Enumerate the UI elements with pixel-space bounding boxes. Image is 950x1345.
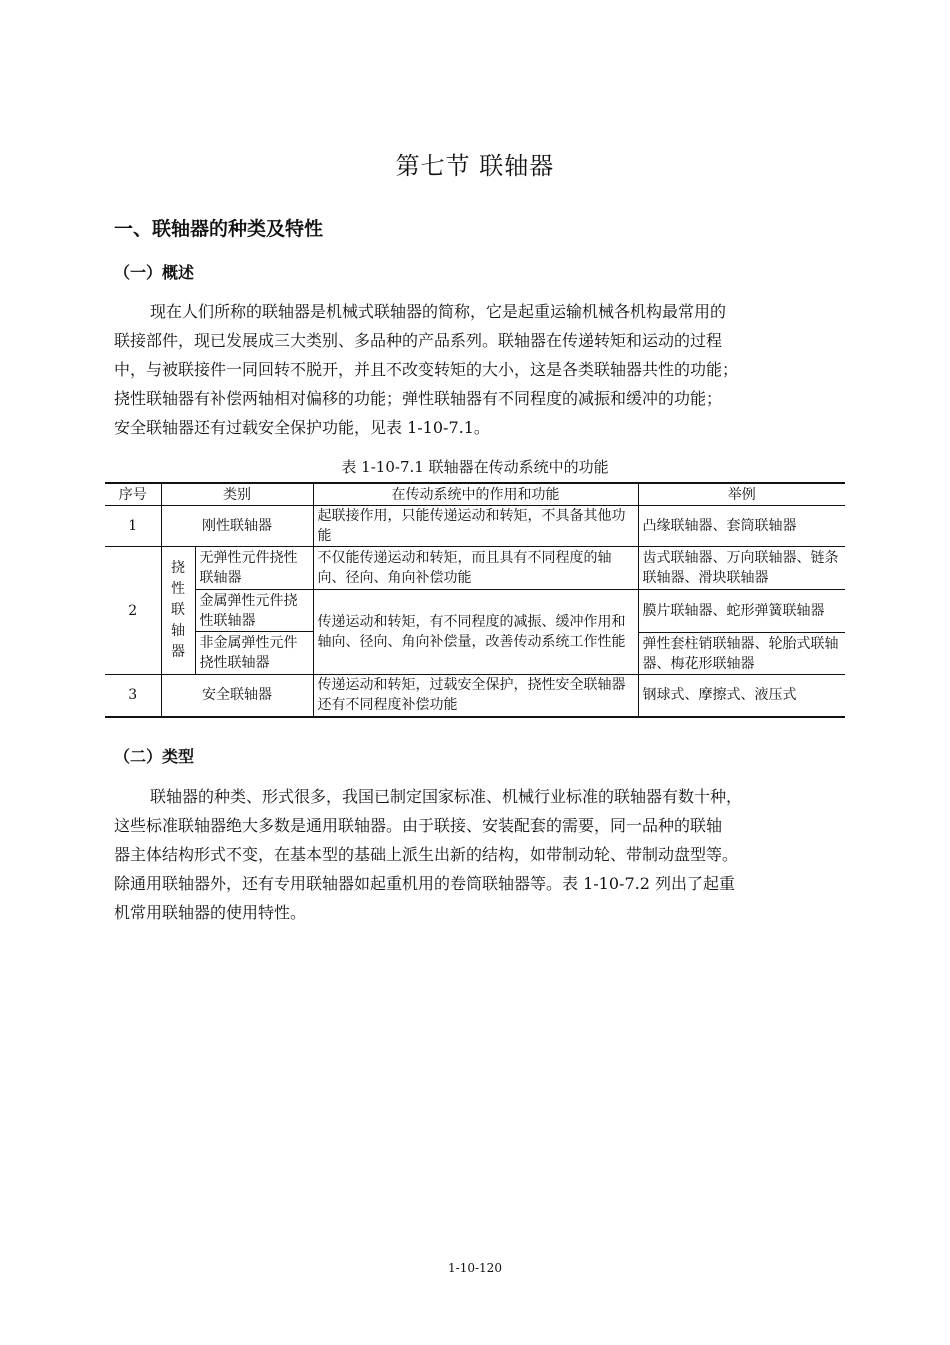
cell-function: 不仅能传递运动和转矩，而且具有不同程度的轴向、径向、角向补偿功能 (313, 547, 638, 590)
cell-category: 金属弹性元件挠性联轴器 (195, 590, 313, 632)
section-heading: 一、联轴器的种类及特性 (114, 218, 324, 240)
page-number: 1-10-120 (448, 1261, 502, 1275)
header-category: 类别 (161, 483, 313, 506)
vertical-char: 轴 (171, 623, 185, 639)
table-row (105, 590, 845, 632)
vertical-char: 器 (171, 644, 185, 660)
cell-example: 凸缘联轴器、套筒联轴器 (638, 506, 845, 547)
cell-no: 3 (105, 675, 161, 717)
chapter-title: 第七节 联轴器 (395, 152, 555, 180)
cell-function-shared: 传递运动和转矩，有不同程度的减振、缓冲作用和轴向、径向、角向补偿量，改善传动系统工作性能 (313, 590, 638, 675)
paragraph-line: 挠性联轴器有补偿两轴相对偏移的功能；弹性联轴器有不同程度的减振和缓冲的功能； (114, 389, 723, 408)
table-row (105, 506, 845, 547)
cell-category: 安全联轴器 (161, 675, 313, 717)
paragraph-line: 联接部件，现已发展成三大类别、多品种的产品系列。联轴器在传递转矩和运动的过程 (114, 331, 723, 350)
table-row (105, 675, 845, 717)
cell-example: 钢球式、摩擦式、液压式 (638, 675, 845, 717)
header-function: 在传动系统中的作用和功能 (313, 483, 638, 506)
cell-category: 无弹性元件挠性联轴器 (195, 547, 313, 590)
header-no: 序号 (105, 483, 161, 506)
vertical-char: 挠 (171, 560, 185, 576)
paragraph-line: 除通用联轴器外，还有专用联轴器如起重机用的卷筒联轴器等。表 1-10-7.2 列出了起重 (114, 874, 735, 893)
types-paragraph (114, 782, 838, 927)
cell-function: 传递运动和转矩，过载安全保护，挠性安全联轴器还有不同程度补偿功能 (313, 675, 638, 717)
paragraph-line: 器主体结构形式不变，在基本型的基础上派生出新的结构，如带制动轮、带制动盘型等。 (114, 845, 739, 864)
paragraph-line: 机常用联轴器的使用特性。 (114, 903, 307, 922)
cell-no: 1 (105, 506, 161, 547)
cell-example: 弹性套柱销联轴器、轮胎式联轴器、梅花形联轴器 (638, 633, 845, 675)
subsection-heading-types: （二）类型 (114, 747, 195, 766)
table-header-row (105, 483, 845, 506)
cell-no: 2 (105, 547, 161, 675)
paragraph-line: 联轴器的种类、形式很多，我国已制定国家标准、机械行业标准的联轴器有数十种， (150, 787, 743, 806)
paragraph-line: 安全联轴器还有过载安全保护功能，见表 1-10-7.1。 (114, 418, 490, 437)
vertical-char: 性 (171, 581, 185, 597)
table-caption: 表 1-10-7.1 联轴器在传动系统中的功能 (341, 458, 609, 476)
cell-function: 起联接作用，只能传递运动和转矩，不具备其他功能 (313, 506, 638, 547)
paragraph-line: 现在人们所称的联轴器是机械式联轴器的简称，它是起重运输机械各机构最常用的 (150, 302, 727, 321)
table-row (105, 547, 845, 590)
header-example: 举例 (638, 483, 845, 506)
overview-paragraph (114, 297, 838, 442)
paragraph-line: 中，与被联接件一同回转不脱开，并且不改变转矩的大小，这是各类联轴器共性的功能； (114, 360, 739, 379)
coupling-function-table (105, 482, 845, 718)
cell-category: 非金属弹性元件挠性联轴器 (195, 632, 313, 675)
paragraph-line: 这些标准联轴器绝大多数是通用联轴器。由于联接、安装配套的需要，同一品种的联轴 (114, 816, 723, 835)
cell-example: 膜片联轴器、蛇形弹簧联轴器 (638, 590, 845, 633)
vertical-char: 联 (171, 602, 185, 618)
cell-example: 齿式联轴器、万向联轴器、链条联轴器、滑块联轴器 (638, 547, 845, 590)
cell-category: 刚性联轴器 (161, 506, 313, 547)
subsection-heading-overview: （一）概述 (114, 263, 195, 282)
cell-group-flexible-coupling (161, 547, 195, 675)
